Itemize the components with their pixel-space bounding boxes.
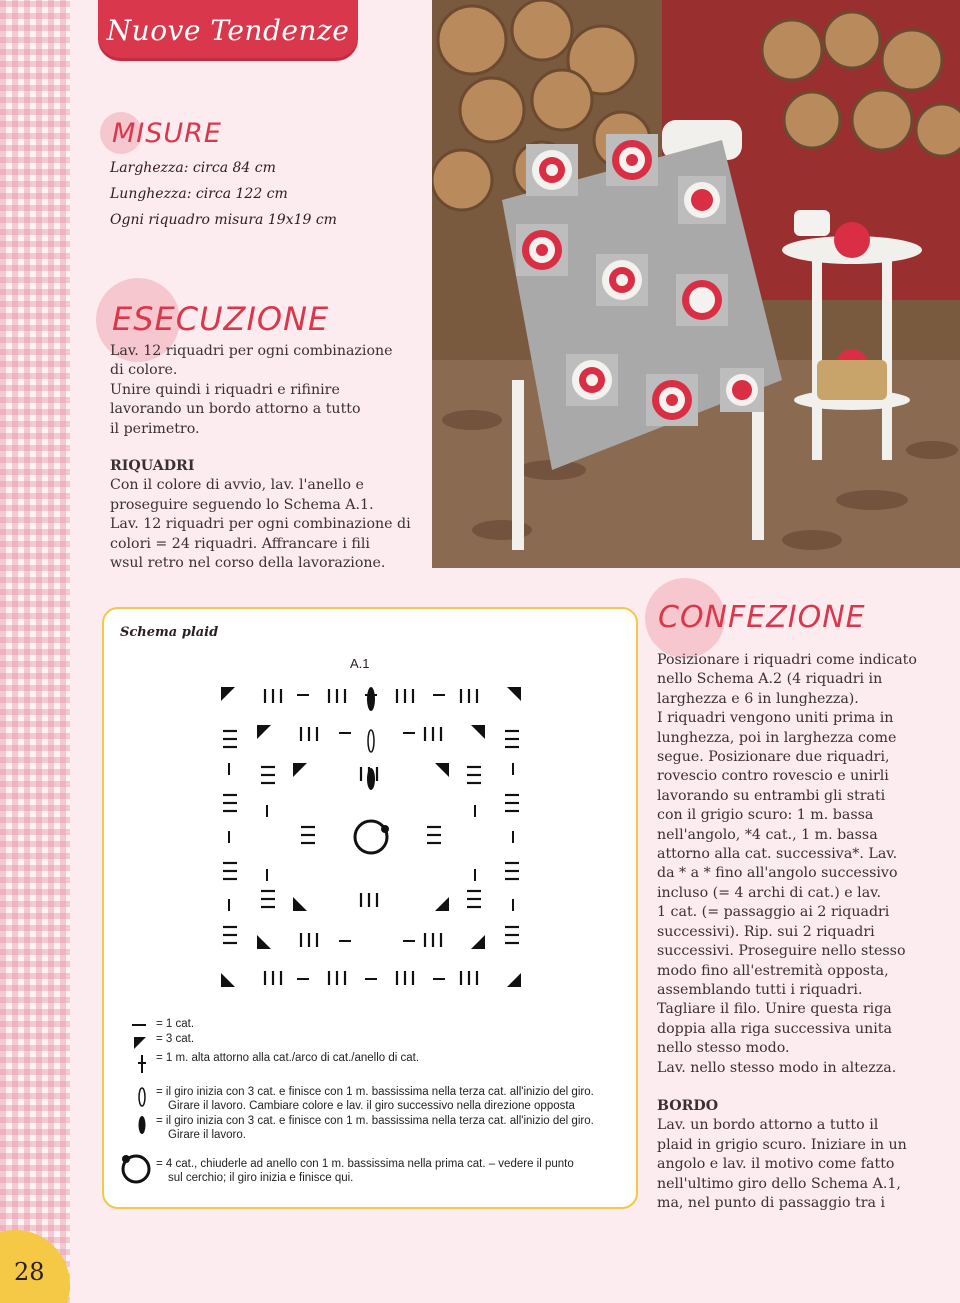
schema-title: Schema plaid [120, 625, 219, 640]
text-line: Con il colore di avvio, lav. l'anello e [110, 477, 364, 494]
esecuzione-heading: ESECUZIONE [112, 300, 330, 338]
text-line: doppia alla riga successiva unita [657, 1020, 892, 1037]
text-line: nello Schema A.2 (4 riquadri in [657, 671, 883, 688]
legend-round-open-1: = il giro inizia con 3 cat. e finisce con 1 m. bassissima nella terza cat. all'inizio del giro. [156, 1086, 594, 1098]
schema-panel [102, 607, 638, 1209]
crochet-diagram [221, 687, 521, 997]
text-line: attorno alla cat. successiva*. Lav. [657, 846, 898, 863]
riquadri-subheading: RIQUADRI [110, 458, 195, 474]
section-header-tab [98, 0, 358, 58]
confezione-heading: CONFEZIONE [658, 600, 866, 635]
confezione-text [657, 651, 953, 1078]
measure-length: Lunghezza: circa 122 cm [110, 186, 288, 202]
text-line: Lav. 12 riquadri per ogni combinazione di [110, 516, 411, 533]
section-title: Nuove Tendenze [106, 14, 350, 47]
three-chain-symbol [134, 1037, 146, 1049]
text-line: con il grigio scuro: 1 m. bassa [657, 807, 874, 824]
text-line: Posizionare i riquadri come indicato [657, 652, 917, 668]
photo-illustration [432, 0, 960, 568]
misure-heading: MISURE [112, 118, 222, 149]
text-line: nell'angolo, *4 cat., 1 m. bassa [657, 826, 878, 843]
text-line: nello stesso modo. [657, 1040, 790, 1057]
text-line: Tagliare il filo. Unire questa riga [657, 1001, 892, 1018]
text-line: Lav. un bordo attorno a tutto il [657, 1117, 879, 1134]
riquadri-text [110, 457, 420, 573]
text-line: lunghezza, poi in larghezza come [657, 729, 897, 746]
text-line: segue. Posizionare due riquadri, [657, 749, 890, 766]
text-line: plaid in grigio scuro. Iniziare in un [657, 1136, 907, 1153]
text-line: lavorando su entrambi gli strati [657, 787, 886, 804]
legend-round-filled-1: = il giro inizia con 3 cat. e finisce con 1 m. bassissima nella terza cat. all'inizio del giro. [156, 1115, 594, 1127]
legend-treble: = 1 m. alta attorno alla cat./arco di cat./anello di cat. [156, 1052, 420, 1064]
legend-symbols [112, 1011, 152, 1191]
ring-dot [122, 1155, 130, 1163]
text-line: Unire quindi i riquadri e rifinire [110, 381, 340, 398]
round-start-open-symbol [139, 1088, 145, 1106]
text-line: angolo e lav. il motivo come fatto [657, 1156, 895, 1173]
text-line: wsul retro nel corso della lavorazione. [110, 555, 386, 572]
esecuzione-text [110, 342, 420, 439]
text-line: I riquadri vengono uniti prima in [657, 710, 894, 727]
page-number-badge [0, 1230, 70, 1303]
text-line: nell'ultimo giro dello Schema A.1, [657, 1175, 901, 1192]
legend-ring-2: sul cerchio; il giro inizia e finisce qui. [168, 1172, 354, 1184]
legend-ring-1: = 4 cat., chiuderle ad anello con 1 m. bassissima nella prima cat. – vedere il punto [156, 1158, 574, 1170]
round-start-filled-symbol [139, 1116, 146, 1134]
bordo-subheading: BORDO [657, 1098, 719, 1114]
text-line: da * a * fino all'angolo successivo [657, 865, 898, 882]
page-number: 28 [14, 1258, 45, 1286]
legend-round-open-2: Girare il lavoro. Cambiare colore e lav. il giro successivo nella direzione opposta [168, 1100, 575, 1112]
bordo-text [657, 1097, 953, 1213]
text-line: colori = 24 riquadri. Affrancare i fili [110, 535, 370, 552]
measure-square: Ogni riquadro misura 19x19 cm [110, 212, 337, 228]
text-line: rovescio contro rovescio e unirli [657, 768, 889, 785]
legend-three-chain: = 3 cat. [156, 1033, 195, 1045]
text-line: ma, nel punto di passaggio tra i [657, 1195, 886, 1212]
text-line: modo fino all'estremità opposta, [657, 962, 889, 979]
text-line: larghezza e 6 in lunghezza). [657, 690, 859, 707]
text-line: successivi). Rip. sui 2 riquadri [657, 923, 875, 940]
treble-symbol [138, 1055, 146, 1073]
text-line: assemblando tutti i riquadri. [657, 981, 863, 998]
measure-width: Larghezza: circa 84 cm [110, 160, 276, 176]
legend-round-filled-2: Girare il lavoro. [168, 1129, 246, 1141]
text-line: successivi. Proseguire nello stesso [657, 943, 906, 960]
text-line: proseguire seguendo lo Schema A.1. [110, 496, 374, 513]
text-line: Lav. nello stesso modo in altezza. [657, 1059, 897, 1076]
text-line: 1 cat. (= passaggio ai 2 riquadri [657, 904, 890, 921]
text-line: incluso (= 4 archi di cat.) e lav. [657, 884, 881, 901]
plaid-photo [432, 0, 960, 568]
text-line: il perimetro. [110, 420, 200, 437]
diagram-label: A.1 [350, 656, 370, 671]
gingham-border [0, 0, 70, 1303]
text-line: Lav. 12 riquadri per ogni combinazione [110, 343, 393, 359]
text-line: lavorando un bordo attorno a tutto [110, 401, 361, 418]
text-line: di colore. [110, 362, 178, 379]
legend-chain: = 1 cat. [156, 1018, 195, 1030]
